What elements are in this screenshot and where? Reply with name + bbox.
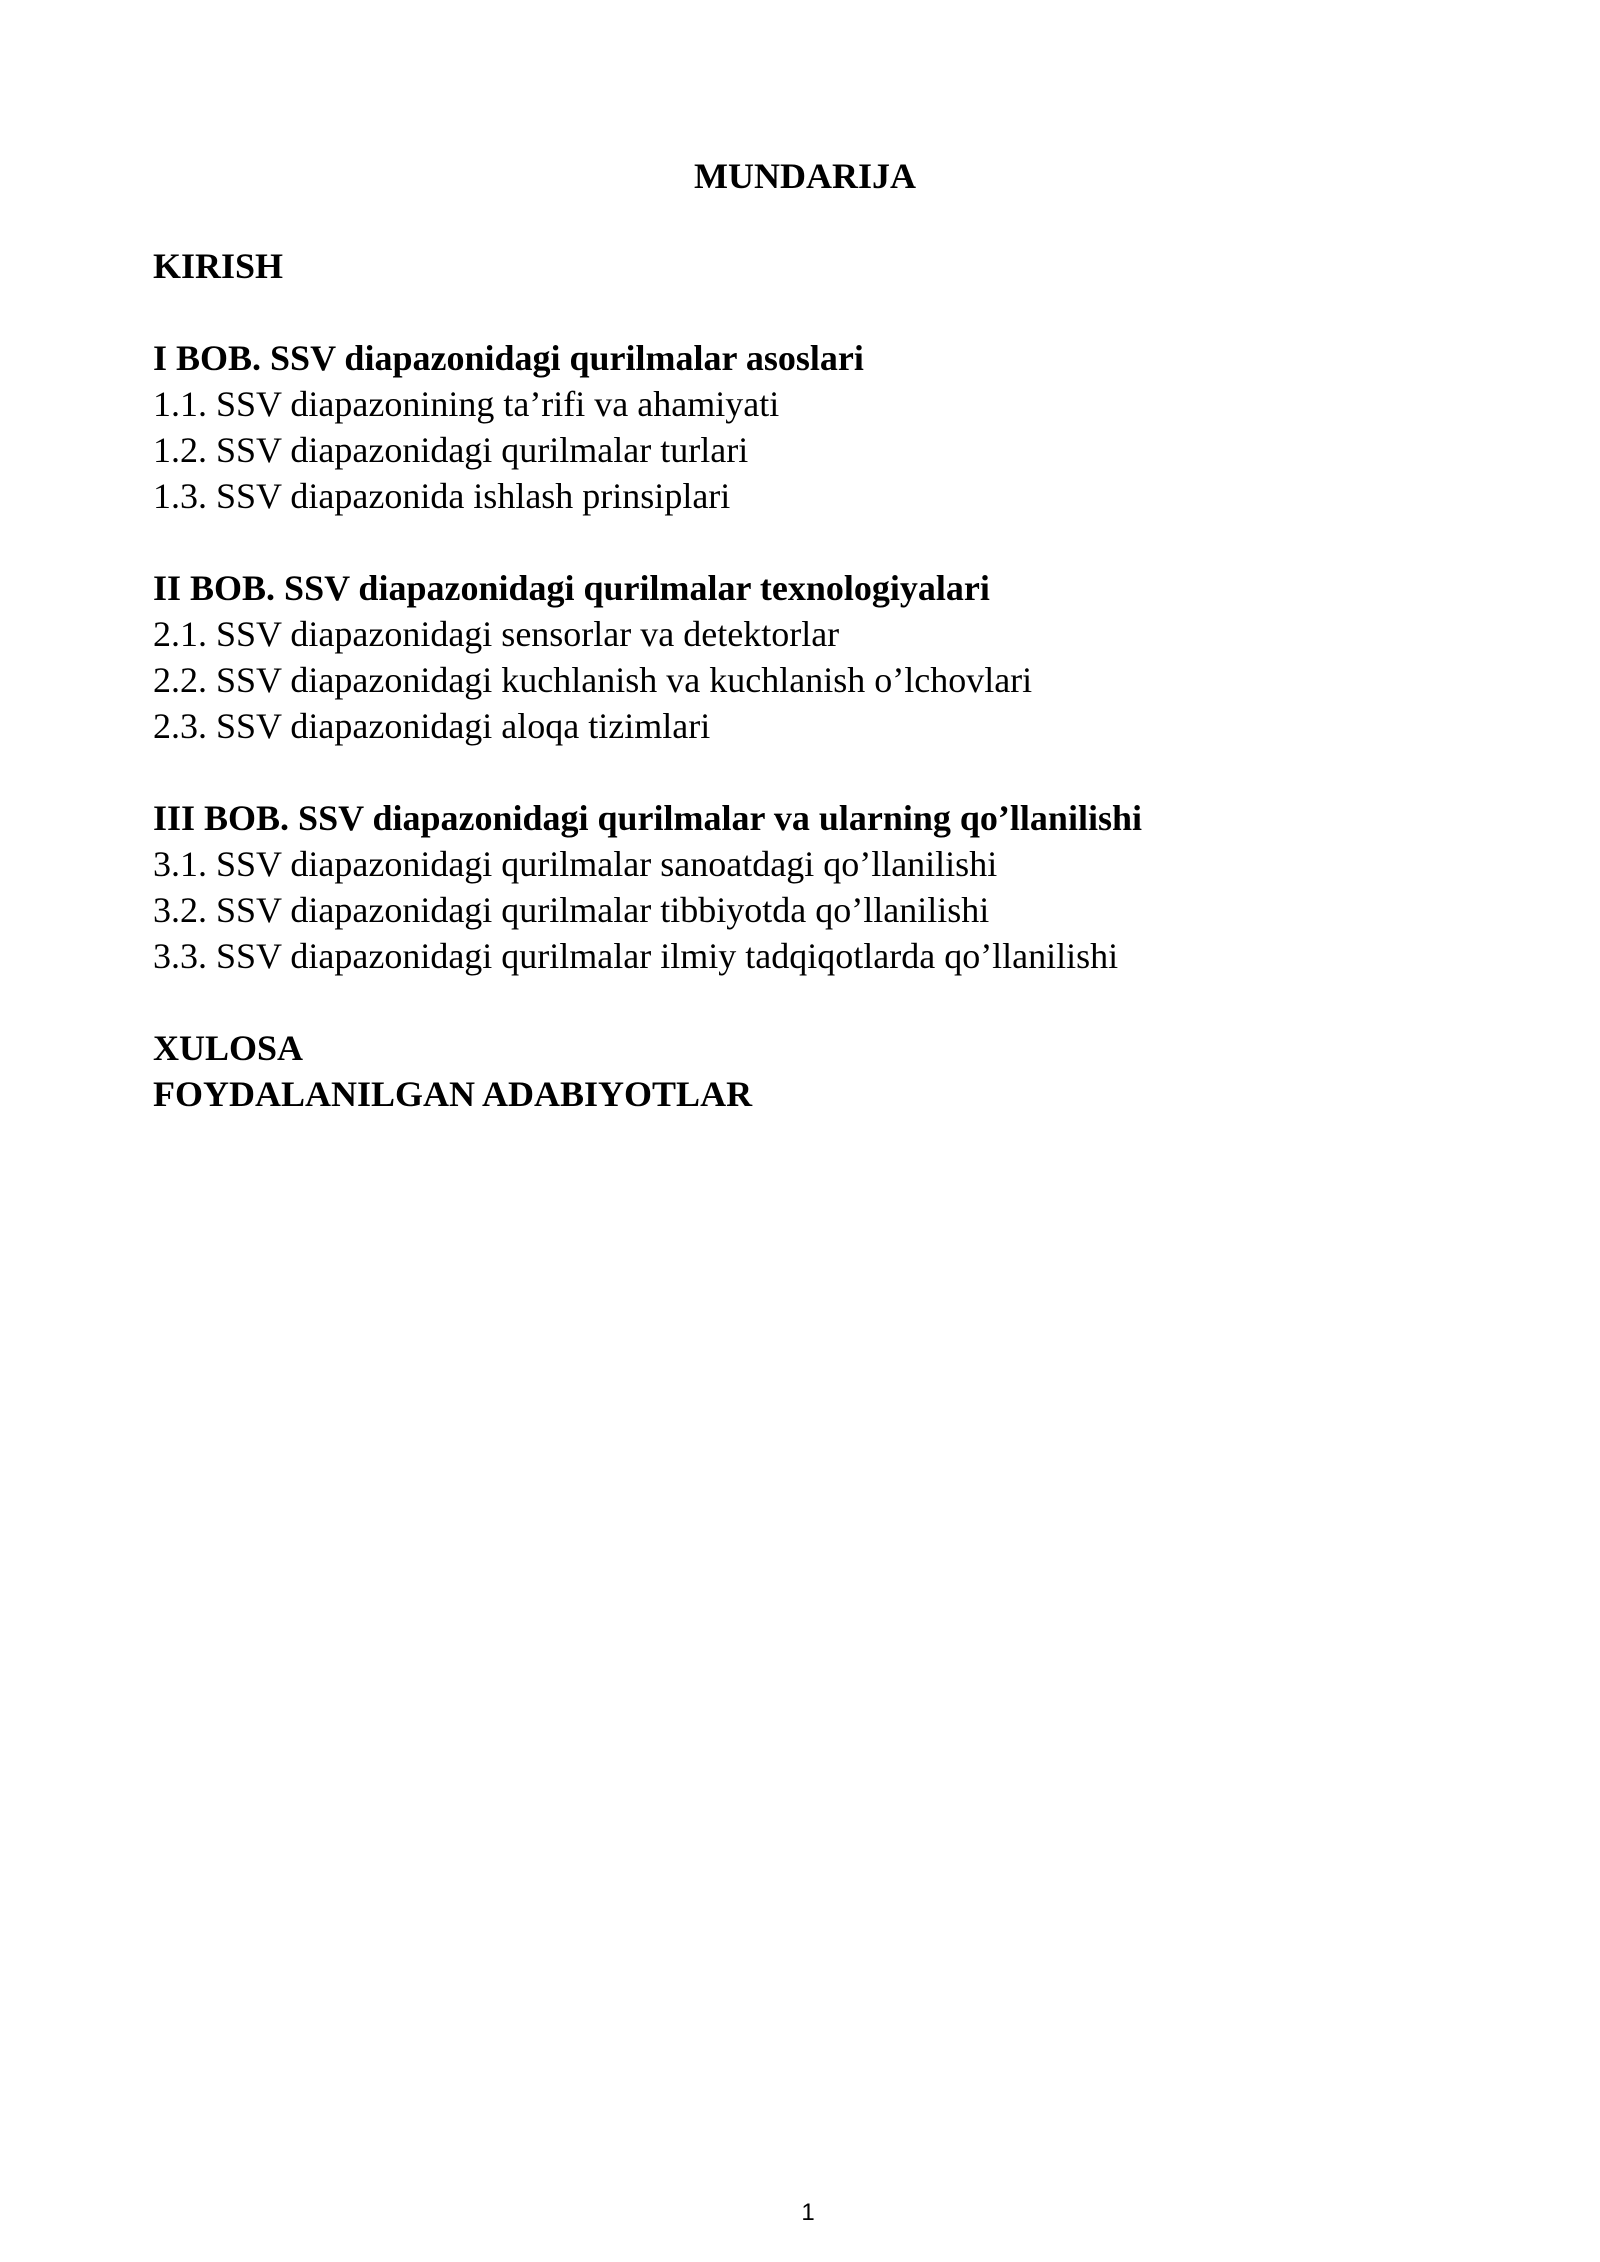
toc-item: 3.2. SSV diapazonidagi qurilmalar tibbiyotda qo’llanilishi (153, 890, 990, 930)
spacer (153, 749, 1473, 795)
chapter-heading: II BOB. SSV diapazonidagi qurilmalar texnologiyalari (153, 568, 990, 608)
toc-item: 1.2. SSV diapazonidagi qurilmalar turlari (153, 430, 749, 470)
spacer (153, 519, 1473, 565)
spacer (153, 289, 1473, 335)
toc-references: FOYDALANILGAN ADABIYOTLAR (153, 1074, 753, 1114)
toc-intro: KIRISH (153, 246, 284, 286)
toc-item: 1.3. SSV diapazonida ishlash prinsiplari (153, 476, 731, 516)
toc-item: 2.2. SSV diapazonidagi kuchlanish va kuchlanish o’lchovlari (153, 660, 1033, 700)
toc-item: 3.3. SSV diapazonidagi qurilmalar ilmiy tadqiqotlarda qo’llanilishi (153, 936, 1119, 976)
toc-item: 1.1. SSV diapazonining ta’rifi va ahamiyati (153, 384, 780, 424)
toc-chapter-2 (153, 565, 1473, 749)
toc-item: 2.3. SSV diapazonidagi aloqa tizimlari (153, 706, 711, 746)
chapter-heading: III BOB. SSV diapazonidagi qurilmalar va ularning qo’llanilishi (153, 798, 1142, 838)
spacer (153, 979, 1473, 1025)
toc-chapter-1 (153, 335, 1473, 519)
toc-conclusion: XULOSA (153, 1028, 304, 1068)
toc-item: 3.1. SSV diapazonidagi qurilmalar sanoatdagi qo’llanilishi (153, 844, 998, 884)
table-of-contents (153, 243, 1473, 1117)
chapter-heading: I BOB. SSV diapazonidagi qurilmalar asoslari (153, 338, 864, 378)
toc-item: 2.1. SSV diapazonidagi sensorlar va detektorlar (153, 614, 840, 654)
page-title: MUNDARIJA (694, 156, 916, 196)
page-number: 1 (801, 2199, 815, 2226)
toc-chapter-3 (153, 795, 1473, 979)
